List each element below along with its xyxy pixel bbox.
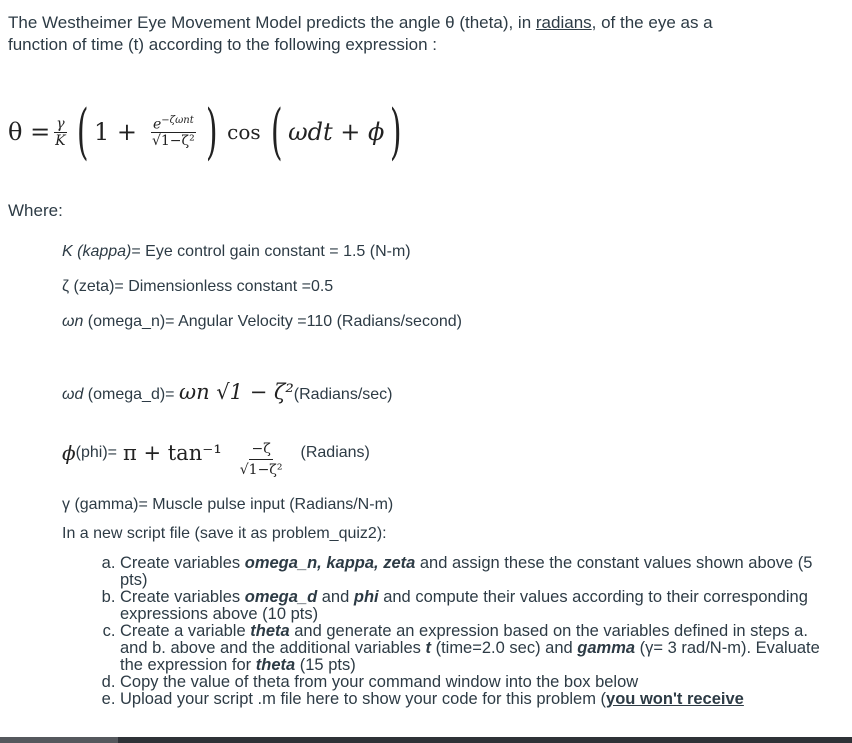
omega-d-unit: (Radians/sec): [293, 386, 393, 403]
gamma-over-k: [54, 116, 66, 149]
eq-sqrt: √1−ζ²: [151, 133, 195, 150]
phi-label: (phi)=: [75, 443, 117, 461]
phi-line: [62, 425, 370, 480]
script-line: In a new script file (save it as problem_quiz2):: [62, 525, 387, 542]
omega-n-text: (omega_n)= Angular Velocity =110 (Radians/second): [83, 313, 462, 330]
omega-d-symbol: ωd: [62, 386, 84, 403]
intro: [8, 12, 848, 56]
constant-zeta: [62, 277, 333, 297]
eq-lhs: θ =: [8, 118, 51, 146]
constant-kappa: [62, 242, 411, 262]
omega-d-expr: ωn √1 − ζ²: [178, 380, 294, 404]
scrollbar-thumb[interactable]: [0, 737, 118, 743]
eq-gamma: γ: [56, 115, 65, 132]
theta-equation: θ = $\frac{\gamma}{K}$ ( 1 + $\frac{e^{-\zeta\omega nt}}{\text{√1−ζ²}}$ ) cos ( ωdt + ϕ ): [8, 97, 402, 167]
eq-exp-sup: −ζωnt: [161, 114, 194, 126]
step-c: c. Create a variable theta and generate an expression based on the variables defined in steps a. and b. above and the additional variables t (time=2.0 sec) and gamma (γ= 3 rad/N-m). Evaluate the expression for theta (15 pts): [120, 623, 840, 674]
kappa-text: = Eye control gain constant = 1.5 (N-m): [131, 243, 411, 260]
zeta-symbol: ζ: [62, 278, 70, 295]
gamma-line: γ (gamma)= Muscle pulse input (Radians/N-m): [62, 496, 394, 513]
where-label: Where:: [8, 201, 63, 220]
phi-den: √1−ζ²: [239, 462, 283, 478]
omega-n-symbol: ωn: [62, 313, 84, 330]
kappa-symbol: K (kappa): [62, 243, 132, 260]
omega-d-label: (omega_d)=: [83, 386, 179, 403]
intro-text: , of the eye as a: [591, 13, 713, 32]
eq-arg: ωdt + ϕ: [288, 118, 385, 146]
omega-d-line: [62, 382, 393, 405]
step-e: e. Upload your script .m file here to show your code for this problem (you won't receive: [120, 691, 840, 708]
eq-one-plus: 1 +: [93, 118, 137, 146]
phi-expr: π + tan⁻¹: [123, 440, 222, 465]
phi-unit: (Radians): [300, 443, 370, 461]
constant-omega-n: [62, 312, 462, 332]
eq-exp: e: [153, 116, 162, 133]
steps-list: [100, 555, 840, 708]
phi-num: −ζ: [249, 439, 272, 460]
phi-frac: [240, 439, 283, 480]
exp-frac: [151, 115, 196, 150]
step-a: a. Create variables omega_n, kappa, zeta and assign these the constant values shown above (5 pts): [120, 555, 840, 589]
radians-link: radians: [535, 13, 592, 32]
phi-symbol: ϕ: [62, 440, 76, 465]
zeta-text: (zeta)= Dimensionless constant =0.5: [69, 278, 334, 295]
step-b: b. Create variables omega_d and phi and compute their values according to their corresponding expressions above (10 pts): [120, 589, 840, 623]
intro-text-2: function of time (t) according to the following expression :: [8, 35, 437, 54]
eq-k: K: [55, 132, 66, 149]
horizontal-scrollbar[interactable]: [0, 737, 852, 743]
eq-cos: cos: [227, 120, 261, 144]
intro-text: The Westheimer Eye Movement Model predicts the angle θ (theta), in: [8, 13, 536, 32]
step-d: d. Copy the value of theta from your command window into the box below: [120, 674, 840, 691]
